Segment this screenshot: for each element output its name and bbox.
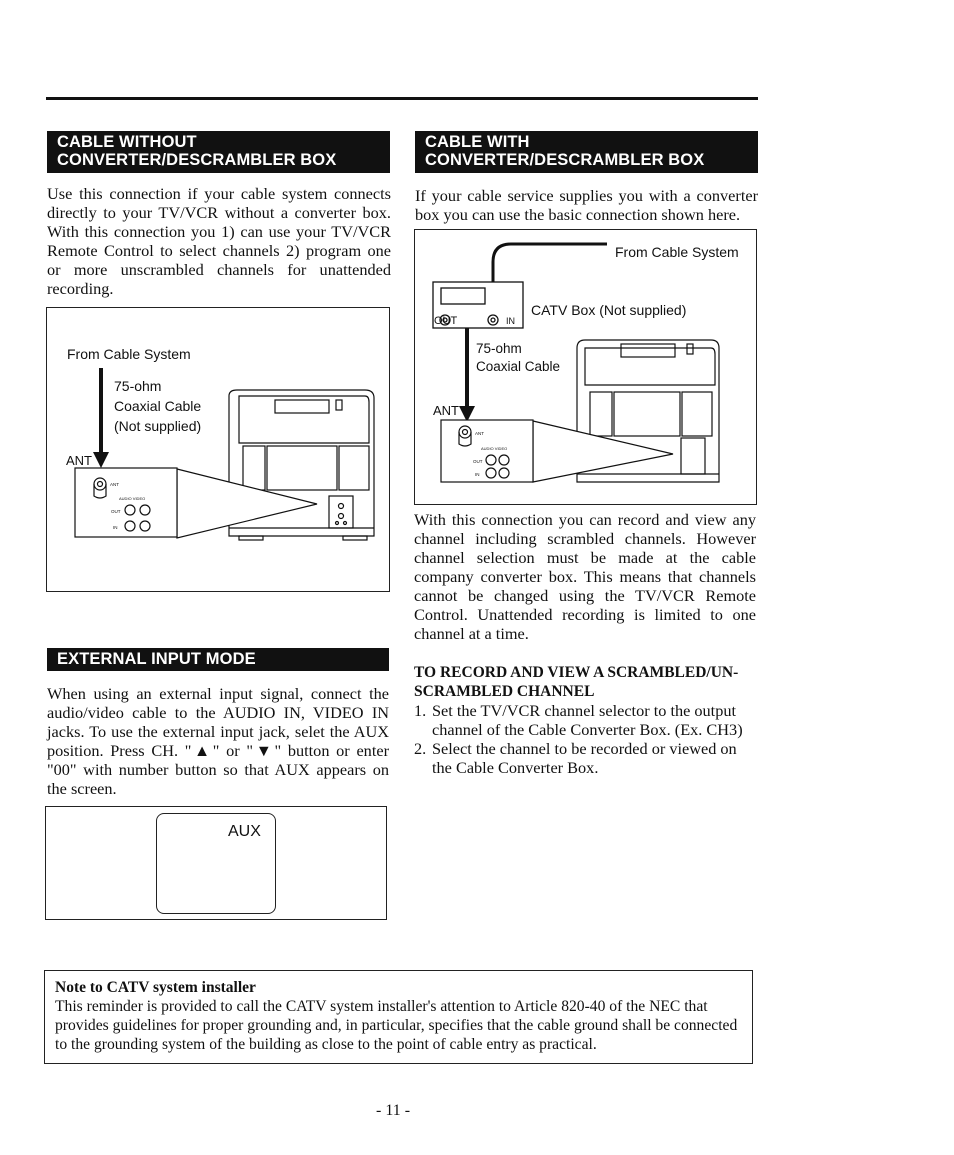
step-text: Set the TV/VCR channel selector to the output channel of the Cable Converter Box. (Ex. CH3) [432,701,743,739]
svg-text:ANT: ANT [475,431,484,436]
section-title-external [47,648,389,671]
with-text: If your cable service supplies you with a converter box you can use the basic connection shown here. [415,186,758,224]
scrambled-steps [414,701,756,777]
diagram-without-converter [46,307,390,592]
with-text-2: With this connection you can record and view any channel including scrambled channels. However channel selection must be made at the cable company converter box. This means that channels cannot be changed using the TV/VCR Remote Control. Unattended recording is limited to one channel at a time. [414,510,756,643]
back-panel-icon [441,420,533,482]
with-paragraph-2 [414,510,756,643]
step-text: Select the channel to be recorded or viewed on the Cable Converter Box. [432,739,737,777]
aux-screen-label: AUX [228,823,261,840]
step-number: 1. [414,701,427,720]
section-title-without [47,131,390,173]
ant-label: ANT [433,403,459,418]
svg-text:OUT: OUT [111,509,121,514]
aux-diagram [45,806,387,920]
zoom-callout-icon [533,421,673,482]
external-paragraph [47,684,389,798]
cable-type-label-3: (Not supplied) [114,418,202,434]
page-number: - 11 - [376,1102,411,1119]
cable-type-label-1: 75-ohm [476,341,522,356]
catv-in-label: IN [506,316,515,326]
steps-list [414,701,756,777]
catv-out-label: OUT [434,315,458,327]
installer-note-box [44,970,753,1064]
cable-type-label-1: 75-ohm [114,378,162,394]
list-item [414,739,756,777]
without-paragraph [47,184,391,298]
coax-cable-arrow-icon [93,368,109,468]
section-title-line: EXTERNAL INPUT MODE [57,650,256,668]
svg-text:ANT: ANT [110,482,119,487]
note-title: Note to CATV system installer [55,979,256,996]
svg-text:IN: IN [475,472,480,477]
from-cable-label: From Cable System [67,346,191,362]
heading-line: SCRAMBLED CHANNEL [414,683,595,700]
diagram-with-svg [415,230,755,503]
heading-line: TO RECORD AND VIEW A SCRAMBLED/UN- [414,664,739,681]
section-title-line: CONVERTER/DESCRAMBLER BOX [57,151,337,169]
section-title-with [415,131,758,173]
svg-text:IN: IN [113,525,118,530]
step-number: 2. [414,739,427,758]
cable-type-label-2: Coaxial Cable [114,398,202,414]
external-text: When using an external input signal, connect the audio/video cable to the AUDIO IN, VIDEO IN jacks. To use the external input jack, selet the AUX position. Press CH. "▲" or "▼" button or enter "00" with number button so that AUX appears on the screen. [47,684,389,798]
catv-box-label: CATV Box (Not supplied) [531,302,687,318]
with-paragraph [415,186,758,224]
without-text: Use this connection if your cable system connects directly to your TV/VCR without a converter box. With this connection you 1) can use your TV/VCR Remote Control to select channels 2) program one or more unscrambled channels for unattended recording. [47,184,391,298]
section-title-line: CABLE WITHOUT [57,133,197,151]
cable-type-label-2: Coaxial Cable [476,359,561,374]
section-title-line: CABLE WITH [425,133,530,151]
section-title-line: CONVERTER/DESCRAMBLER BOX [425,151,705,169]
scrambled-heading [414,663,758,701]
svg-text:OUT: OUT [473,459,483,464]
ant-label: ANT [66,453,92,468]
coax-cable-arrow-icon [459,328,475,422]
list-item [414,701,756,739]
note-text: This reminder is provided to call the CATV system installer's attention to Article 820-40 of the NEC that provides guidelines for proper grounding and, in particular, specifies that the cable ground shall be connected to the grounding system of the building as close to the point of cable entry as practical. [55,998,738,1053]
top-rule [46,97,758,100]
back-panel-icon [75,468,177,537]
diagram-with-converter [414,229,757,505]
from-cable-label: From Cable System [615,244,739,260]
svg-text:AUDIO VIDEO: AUDIO VIDEO [119,496,146,501]
svg-text:AUDIO VIDEO: AUDIO VIDEO [481,446,508,451]
